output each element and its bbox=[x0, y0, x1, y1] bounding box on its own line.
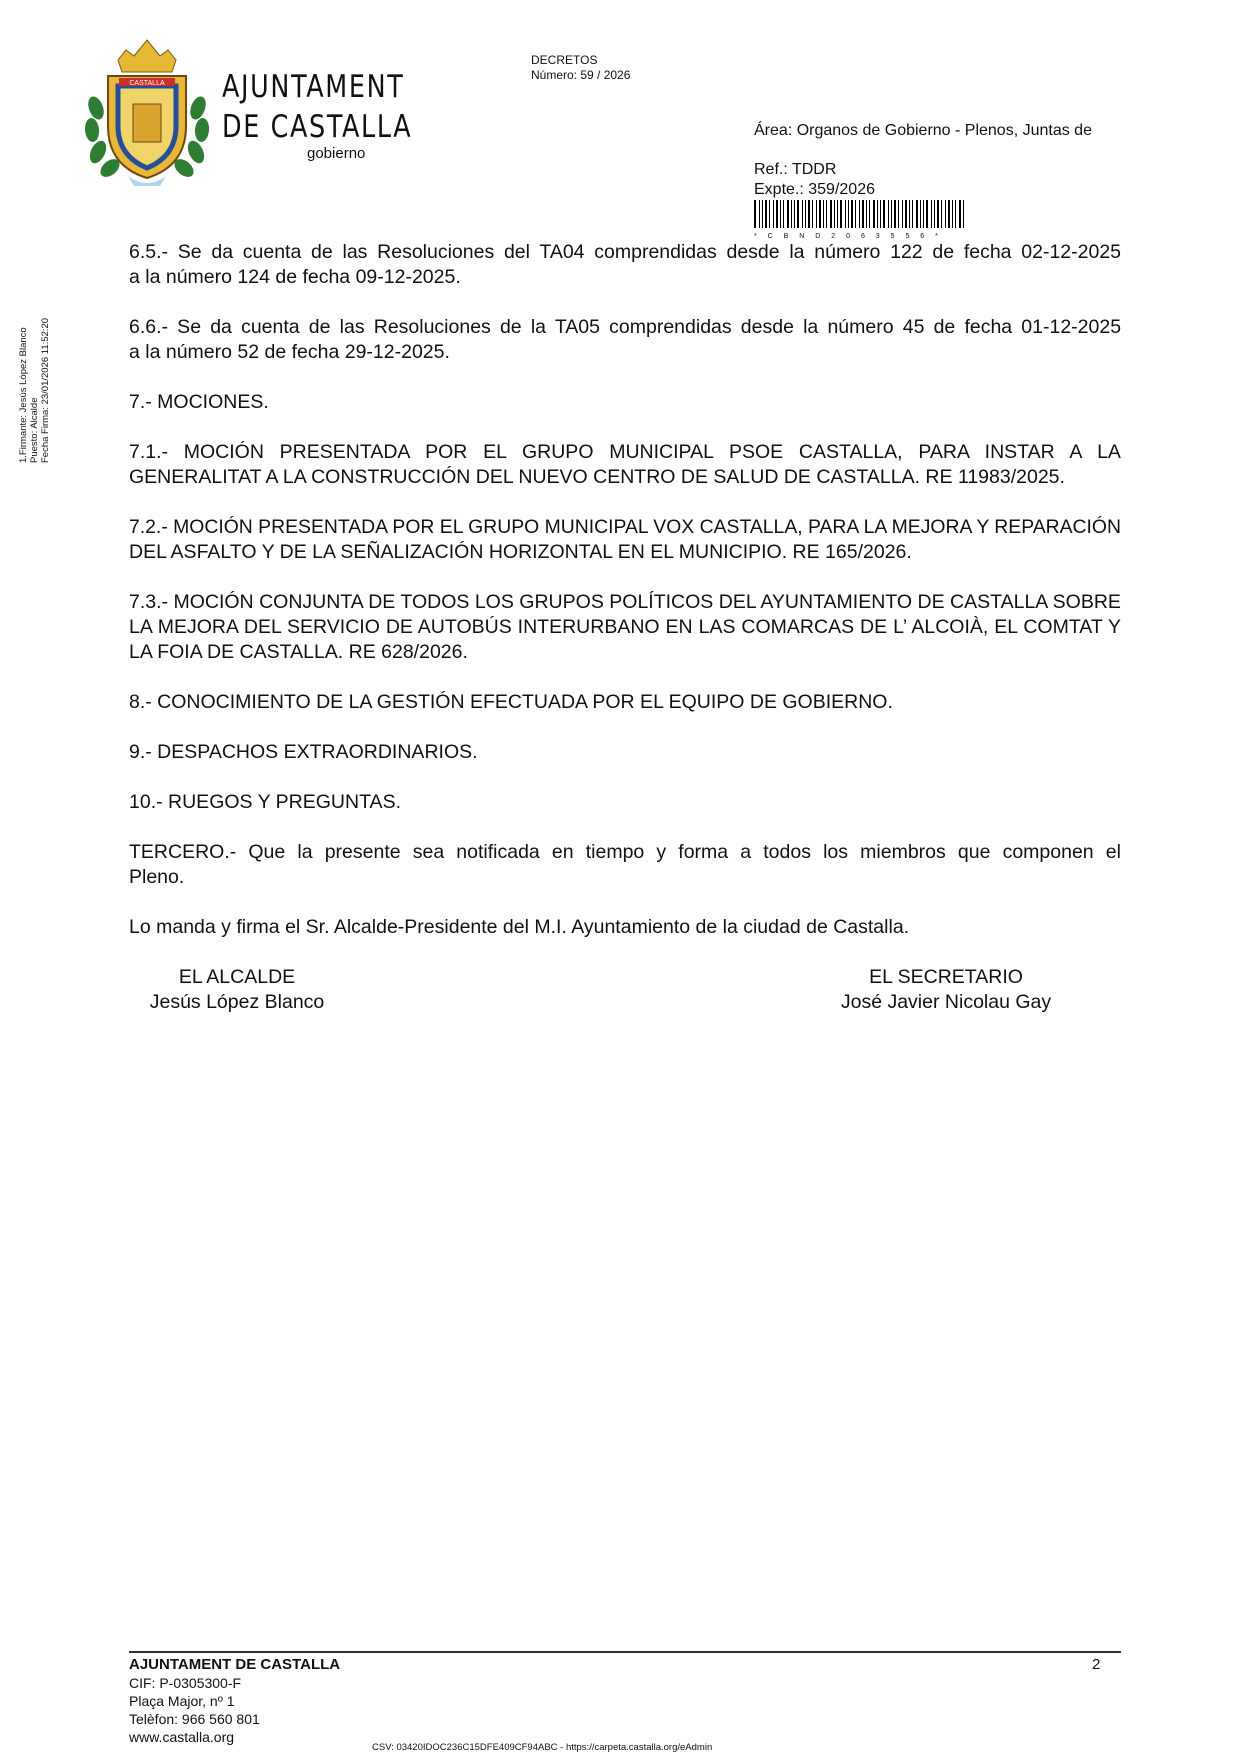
barcode-bar bbox=[880, 200, 881, 228]
ref-label: Ref.: TDDR bbox=[754, 161, 837, 178]
text-line-content: 7.- MOCIONES. bbox=[129, 391, 269, 413]
barcode-bar bbox=[945, 200, 946, 228]
barcode-bar bbox=[773, 200, 774, 228]
barcode-bar bbox=[948, 200, 950, 228]
text-line bbox=[129, 515, 1121, 540]
barcode-bar bbox=[941, 200, 942, 228]
barcode-bar bbox=[873, 200, 875, 228]
footer bbox=[129, 1656, 340, 1746]
signature-date: Fecha Firma: 23/01/2026 11:52:20 bbox=[40, 317, 51, 463]
page-number: 2 bbox=[1092, 1656, 1101, 1673]
document-body bbox=[129, 240, 1121, 1015]
barcode-bar bbox=[851, 200, 853, 228]
barcode-bar bbox=[823, 200, 824, 228]
expediente-label: Expte.: 359/2026 bbox=[754, 181, 875, 198]
signature-mayor bbox=[77, 965, 397, 1015]
barcode-bar bbox=[902, 200, 903, 228]
barcode-bar bbox=[926, 200, 928, 228]
text-line-content: 7.3.- MOCIÓN CONJUNTA DE TODOS LOS GRUPOS POLÍTICOS DEL AYUNTAMIENTO DE CASTALLA SOBRE bbox=[129, 591, 1121, 613]
text-line bbox=[129, 740, 1121, 765]
barcode-bar bbox=[826, 200, 827, 228]
barcode-bar bbox=[837, 200, 838, 228]
barcode-bar bbox=[931, 200, 932, 228]
footer-phone: Telèfon: 966 560 801 bbox=[129, 1711, 260, 1727]
signature-secretary bbox=[786, 965, 1106, 1015]
paragraph bbox=[129, 390, 1121, 415]
barcode-bar bbox=[802, 200, 803, 228]
text-line-content: GENERALITAT A LA CONSTRUCCIÓN DEL NUEVO CENTRO DE SALUD DE CASTALLA. RE 11983/2025. bbox=[129, 466, 1065, 488]
signer: 1.Firmante: Jesús López Blanco bbox=[18, 327, 29, 463]
footer-org: AJUNTAMENT DE CASTALLA bbox=[129, 1656, 341, 1673]
barcode-bar bbox=[920, 200, 921, 228]
barcode-bar bbox=[791, 200, 792, 228]
barcode-bars bbox=[754, 200, 968, 228]
text-line-content: 7.1.- MOCIÓN PRESENTADA POR EL GRUPO MUNICIPAL PSOE CASTALLA, PARA INSTAR A LA bbox=[129, 441, 1121, 463]
barcode-bar bbox=[894, 200, 896, 228]
barcode-bar bbox=[762, 200, 763, 228]
barcode-bar bbox=[855, 200, 856, 228]
text-line bbox=[129, 640, 1121, 665]
paragraph bbox=[129, 240, 1121, 290]
barcode-bar bbox=[905, 200, 907, 228]
barcode-bar bbox=[952, 200, 953, 228]
barcode-bar bbox=[898, 200, 899, 228]
text-line-content: 10.- RUEGOS Y PREGUNTAS. bbox=[129, 791, 401, 813]
text-line-content: Pleno. bbox=[129, 866, 185, 888]
paragraph bbox=[129, 590, 1121, 665]
coat-of-arms-logo bbox=[78, 38, 216, 188]
signature-name: José Javier Nicolau Gay bbox=[840, 991, 1052, 1013]
signature-name: Jesús López Blanco bbox=[149, 991, 325, 1013]
paragraph bbox=[129, 690, 1121, 715]
barcode-bar bbox=[877, 200, 878, 228]
signature-stamp bbox=[18, 318, 51, 463]
footer-web[interactable]: www.castalla.org bbox=[129, 1729, 235, 1745]
barcode-bar bbox=[909, 200, 910, 228]
barcode-bar bbox=[955, 200, 956, 228]
footer-address: Plaça Major, nº 1 bbox=[129, 1693, 235, 1709]
text-line bbox=[129, 440, 1121, 465]
area-label: Área: Organos de Gobierno - Plenos, Juntas de bbox=[754, 122, 1092, 139]
barcode-bar bbox=[862, 200, 864, 228]
text-line bbox=[129, 315, 1121, 340]
csv-verification[interactable]: CSV: 03420IDOC236C15DFE409CF94ABC - https://carpeta.castalla.org/eAdmin bbox=[372, 1742, 713, 1753]
text-line-content: 7.2.- MOCIÓN PRESENTADA POR EL GRUPO MUNICIPAL VOX CASTALLA, PARA LA MEJORA Y REPARACIÓN bbox=[129, 516, 1122, 538]
text-line bbox=[129, 540, 1121, 565]
text-line-content: a la número 124 de fecha 09-12-2025. bbox=[129, 266, 461, 288]
barcode-bar bbox=[916, 200, 918, 228]
barcode-bar bbox=[845, 200, 846, 228]
paragraph bbox=[129, 840, 1121, 890]
text-line-content: TERCERO.- Que la presente sea notificada en tiempo y forma a todos los miembros que componen el bbox=[129, 841, 1121, 863]
barcode-bar bbox=[866, 200, 867, 228]
signature-title: EL ALCALDE bbox=[178, 966, 296, 988]
text-line bbox=[129, 340, 1121, 365]
barcode-bar bbox=[808, 200, 810, 228]
signatures bbox=[129, 965, 1121, 1015]
barcode-bar bbox=[840, 200, 842, 228]
barcode-bar bbox=[797, 200, 799, 228]
barcode-bar bbox=[769, 200, 770, 228]
barcode-bar bbox=[783, 200, 784, 228]
barcode-bar bbox=[780, 200, 781, 228]
barcode-bar bbox=[794, 200, 795, 228]
brand-line-1: AJUNTAMENT bbox=[222, 69, 405, 105]
barcode-bar bbox=[776, 200, 778, 228]
text-line bbox=[129, 240, 1121, 265]
text-line-content: LA MEJORA DEL SERVICIO DE AUTOBÚS INTERURBANO EN LAS COMARCAS DE L’ ALCOIÀ, EL COMTAT Y bbox=[129, 616, 1122, 638]
text-line bbox=[129, 865, 1121, 890]
barcode-bar bbox=[812, 200, 813, 228]
barcode-bar bbox=[759, 200, 760, 228]
paragraph bbox=[129, 790, 1121, 815]
text-line-content: Lo manda y firma el Sr. Alcalde-Presidente del M.I. Ayuntamiento de la ciudad de Castalla. bbox=[129, 916, 910, 938]
doc-number: Número: 59 / 2026 bbox=[531, 68, 631, 82]
footer-cif: CIF: P-0305300-F bbox=[129, 1675, 242, 1691]
barcode bbox=[754, 200, 968, 240]
signature-title: EL SECRETARIO bbox=[869, 966, 1023, 988]
paragraph bbox=[129, 515, 1121, 565]
signer-position: Puesto: Alcalde bbox=[29, 397, 40, 463]
text-line-content: DEL ASFALTO Y DE LA SEÑALIZACIÓN HORIZONTAL EN EL MUNICIPIO. RE 165/2026. bbox=[129, 541, 912, 563]
barcode-bar bbox=[923, 200, 924, 228]
footer-divider bbox=[129, 1651, 1121, 1653]
text-line bbox=[129, 590, 1121, 615]
text-line bbox=[129, 390, 1121, 415]
text-line-content: 8.- CONOCIMIENTO DE LA GESTIÓN EFECTUADA POR EL EQUIPO DE GOBIERNO. bbox=[129, 691, 893, 713]
logo-subtext: gobierno bbox=[307, 145, 366, 162]
barcode-bar bbox=[787, 200, 789, 228]
text-line bbox=[129, 840, 1121, 865]
barcode-bar bbox=[848, 200, 849, 228]
text-line bbox=[129, 915, 1121, 940]
barcode-bar bbox=[834, 200, 835, 228]
text-line bbox=[129, 690, 1121, 715]
paragraphs bbox=[129, 240, 1121, 940]
barcode-bar bbox=[869, 200, 870, 228]
decree-info bbox=[531, 53, 630, 83]
barcode-bar bbox=[963, 200, 964, 228]
text-line bbox=[129, 615, 1121, 640]
barcode-bar bbox=[934, 200, 935, 228]
paragraph bbox=[129, 315, 1121, 365]
brand-line-2: DE CASTALLA bbox=[222, 109, 413, 145]
barcode-bar bbox=[937, 200, 939, 228]
text-line-content: a la número 52 de fecha 29-12-2025. bbox=[129, 341, 450, 363]
text-line bbox=[129, 465, 1121, 490]
text-line-content: 6.5.- Se da cuenta de las Resoluciones del TA04 comprendidas desde la número 122 de fecha 02-12-2025 bbox=[129, 241, 1122, 263]
barcode-bar bbox=[805, 200, 806, 228]
text-line-content: 6.6.- Se da cuenta de las Resoluciones de la TA05 comprendidas desde la número 45 de fecha 01-12-2025 bbox=[129, 316, 1122, 338]
barcode-bar bbox=[959, 200, 961, 228]
barcode-bar bbox=[819, 200, 821, 228]
barcode-bar bbox=[912, 200, 913, 228]
paragraph bbox=[129, 440, 1121, 490]
svg-text:CASTALLA: CASTALLA bbox=[129, 80, 165, 87]
text-line-content: LA FOIA DE CASTALLA. RE 628/2026. bbox=[129, 641, 468, 663]
text-line bbox=[129, 265, 1121, 290]
barcode-bar bbox=[891, 200, 892, 228]
paragraph bbox=[129, 740, 1121, 765]
text-line bbox=[129, 790, 1121, 815]
doc-type: DECRETOS bbox=[531, 53, 598, 67]
barcode-bar bbox=[859, 200, 860, 228]
barcode-bar bbox=[754, 200, 756, 228]
barcode-text: * C B N D 2 0 6 3 5 5 6 * bbox=[754, 233, 943, 240]
barcode-bar bbox=[816, 200, 817, 228]
paragraph bbox=[129, 915, 1121, 940]
text-line-content: 9.- DESPACHOS EXTRAORDINARIOS. bbox=[129, 741, 478, 763]
barcode-bar bbox=[830, 200, 832, 228]
barcode-bar bbox=[888, 200, 889, 228]
barcode-bar bbox=[883, 200, 885, 228]
barcode-bar bbox=[765, 200, 767, 228]
